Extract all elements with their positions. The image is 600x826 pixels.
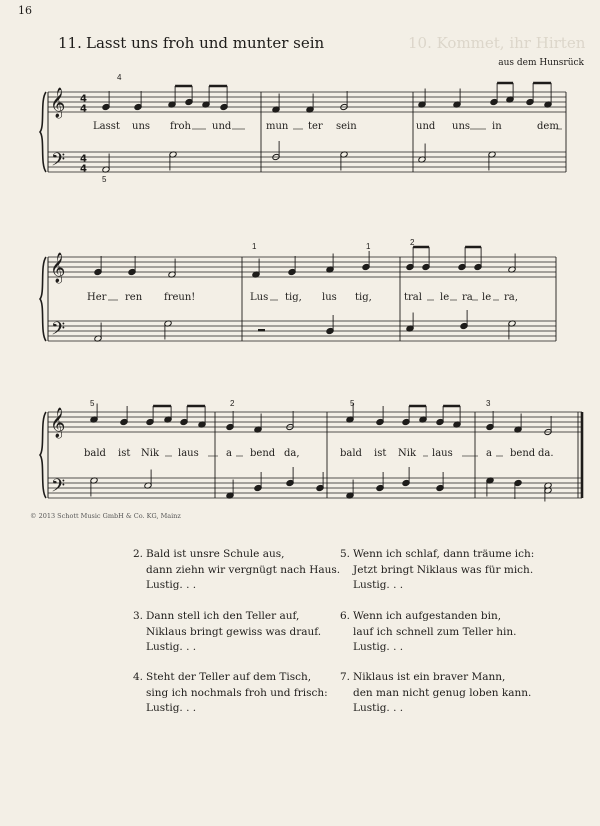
- verse-6: [340, 609, 517, 656]
- copyright-notice: © 2013 Schott Music GmbH & Co. KG, Mainz: [30, 512, 181, 520]
- lyric-syllable: a: [226, 448, 232, 459]
- lyric-syllable: Nik: [398, 448, 417, 459]
- verse-line: Niklaus bringt gewiss was drauf.: [146, 625, 322, 638]
- bass-clef: 𝄢: [51, 319, 66, 344]
- treble-clef: 𝄞: [50, 253, 66, 283]
- fingering-number: 5: [102, 175, 107, 184]
- lyric-syllable: le: [482, 292, 492, 303]
- fingering-number: 1: [252, 242, 257, 251]
- lyric-syllable: a: [486, 448, 492, 459]
- verse-number: 3.: [133, 610, 144, 622]
- verse-line: sing ich nochmals froh und frisch:: [146, 686, 328, 699]
- verse-number: 5.: [340, 548, 351, 560]
- lyric-syllable: Lasst: [93, 121, 120, 132]
- system-brace: [40, 257, 46, 341]
- bass-clef: 𝄢: [51, 476, 66, 501]
- verse-line: Steht der Teller auf dem Tisch,: [146, 671, 312, 683]
- verse-3: [133, 609, 322, 656]
- treble-clef: 𝄞: [50, 408, 66, 438]
- verse-line: Lustig. . .: [146, 641, 197, 653]
- verse-line: Wenn ich aufgestanden bin,: [353, 610, 502, 622]
- fingering-number: 3: [486, 399, 491, 408]
- lyric-syllable: uns: [452, 121, 471, 132]
- song-number: 11.: [58, 34, 82, 52]
- verse-line: Lustig. . .: [146, 579, 197, 591]
- page-number: 16: [18, 4, 32, 17]
- verse-line: Niklaus ist ein braver Mann,: [353, 671, 506, 683]
- song-origin: aus dem Hunsrück: [498, 58, 584, 68]
- verse-2: [133, 547, 341, 594]
- bass-clef: 𝄢: [51, 150, 66, 175]
- lyric-syllable: le: [440, 292, 450, 303]
- verse-4: [133, 670, 328, 717]
- verse-number: 6.: [340, 610, 351, 622]
- lyric-syllable: uns: [132, 121, 151, 132]
- verse-line: Dann stell ich den Teller auf,: [146, 610, 300, 622]
- verse-line: Lustig. . .: [353, 702, 404, 714]
- lyric-syllable: tral: [404, 292, 422, 303]
- verse-line: Jetzt bringt Niklaus was für mich.: [353, 563, 534, 576]
- lyric-syllable: tig,: [285, 292, 302, 303]
- fingering-number: 5: [350, 399, 355, 408]
- system-brace: [40, 92, 46, 172]
- verse-line: Lustig. . .: [353, 641, 404, 653]
- lyric-syllable: ter: [308, 121, 323, 132]
- half-rest: [258, 329, 265, 332]
- fingering-number: 4: [117, 73, 122, 82]
- lyric-syllable: in: [492, 121, 502, 132]
- lyric-syllable: und: [416, 121, 436, 132]
- lyric-syllable: Lus: [250, 292, 269, 303]
- lyric-syllable: ren: [125, 292, 143, 303]
- lyric-syllable: bald: [340, 448, 362, 459]
- lyric-syllable: da.: [538, 448, 554, 459]
- lyric-syllable: froh: [170, 121, 191, 132]
- lyric-syllable: und: [212, 121, 232, 132]
- verse-number: 7.: [340, 671, 351, 683]
- lyric-syllable: bend: [510, 448, 536, 459]
- treble-clef: 𝄞: [50, 88, 66, 118]
- lyric-syllable: bend: [250, 448, 276, 459]
- verse-number: 4.: [133, 671, 144, 683]
- verse-line: Lustig. . .: [353, 579, 404, 591]
- verse-line: dann ziehn wir vergnügt nach Haus.: [146, 563, 341, 576]
- lyric-syllable: ist: [118, 448, 131, 459]
- time-signature-bottom: 4: [80, 163, 87, 175]
- song-title: Lasst uns froh und munter sein: [86, 34, 325, 52]
- system-brace: [40, 412, 46, 498]
- fingering-number: 5: [90, 399, 95, 408]
- verse-line: Lustig. . .: [146, 702, 197, 714]
- fingering-number: 2: [230, 399, 235, 408]
- lyric-syllable: ra: [462, 292, 473, 303]
- lyric-syllable: ist: [374, 448, 387, 459]
- verse-line: Wenn ich schlaf, dann träume ich:: [353, 548, 535, 560]
- verse-7: [340, 670, 532, 717]
- lyric-syllable: dem: [537, 121, 559, 132]
- verse-line: den man nicht genug loben kann.: [353, 686, 532, 699]
- lyric-syllable: laus: [432, 448, 453, 459]
- lyric-syllable: sein: [336, 121, 357, 132]
- verse-line: lauf ich schnell zum Teller hin.: [353, 625, 517, 638]
- lyric-syllable: da,: [284, 448, 300, 459]
- lyric-syllable: freun!: [164, 292, 196, 303]
- lyric-syllable: lus: [322, 292, 337, 303]
- lyric-syllable: laus: [178, 448, 199, 459]
- time-signature-bottom: 4: [80, 103, 87, 115]
- lyric-syllable: Nik: [141, 448, 160, 459]
- lyric-syllable: ra,: [504, 292, 518, 303]
- fingering-number: 1: [366, 242, 371, 251]
- fingering-number: 2: [410, 238, 415, 247]
- lyric-syllable: Her: [87, 292, 107, 303]
- verse-5: [340, 547, 535, 594]
- lyric-syllable: tig,: [355, 292, 372, 303]
- time-signature-top: 4: [80, 153, 87, 165]
- time-signature-top: 4: [80, 93, 87, 105]
- verse-line: Bald ist unsre Schule aus,: [146, 548, 285, 560]
- lyric-syllable: bald: [84, 448, 106, 459]
- ghost-title-bleed-through: 10. Kommet, ihr Hirten: [408, 34, 586, 52]
- verse-number: 2.: [133, 548, 144, 560]
- lyric-syllable: mun: [266, 121, 289, 132]
